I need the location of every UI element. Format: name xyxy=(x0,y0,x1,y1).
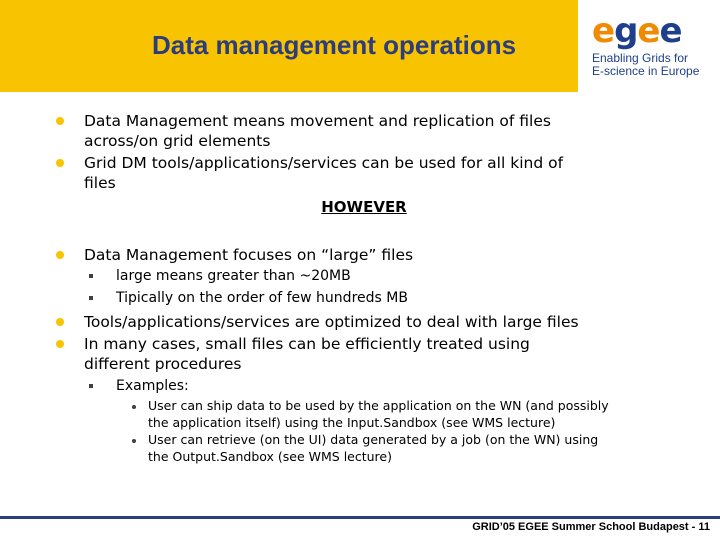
sub-bullet-text: large means greater than ~20MB xyxy=(116,268,351,284)
sub-bullet-marker xyxy=(89,274,93,278)
sub-sub-bullet-marker xyxy=(132,439,136,443)
bullet-marker xyxy=(56,340,64,348)
footer-divider xyxy=(0,516,720,519)
bullet-text: In many cases, small files can be efficiently treated using xyxy=(84,335,530,353)
sub-bullet-marker xyxy=(89,384,93,388)
bullet-item xyxy=(84,334,530,374)
egee-logo-word: egee xyxy=(592,11,682,51)
bullet-item xyxy=(84,153,563,193)
bullet-text: files xyxy=(84,174,116,192)
bullet-text: Grid DM tools/applications/services can be used for all kind of xyxy=(84,154,564,172)
bullet-text: Data Management means movement and replication of files xyxy=(84,112,551,130)
example-item xyxy=(148,397,609,431)
example-text: User can ship data to be used by the application on the WN (and possibly xyxy=(148,398,609,413)
bullet-marker xyxy=(56,251,64,259)
bullet-item xyxy=(84,111,551,151)
bullet-marker xyxy=(56,318,64,326)
sub-bullet-text: Tipically on the order of few hundreds MB xyxy=(116,290,408,306)
example-item xyxy=(148,431,598,465)
bullet-text: Tools/applications/services are optimized to deal with large files xyxy=(84,313,579,331)
bullet-text: Data Management focuses on “large” files xyxy=(84,246,414,264)
logo-tagline-line-2: E-science in Europe xyxy=(592,64,700,78)
bullet-text: across/on grid elements xyxy=(84,132,271,150)
example-text: the application itself) using the Input.Sandbox (see WMS lecture) xyxy=(148,415,556,430)
sub-sub-bullet-marker xyxy=(132,405,136,409)
example-text: User can retrieve (on the UI) data generated by a job (on the WN) using xyxy=(148,432,599,447)
slide-footer: GRID’05 EGEE Summer School Budapest - 11 xyxy=(472,521,710,533)
bullet-marker xyxy=(56,159,64,167)
egee-logo-tagline xyxy=(592,52,699,78)
bullet-marker xyxy=(56,117,64,125)
bullet-text: different procedures xyxy=(84,355,242,373)
logo-tagline-line-1: Enabling Grids for xyxy=(592,51,689,65)
example-text: the Output.Sandbox (see WMS lecture) xyxy=(148,449,392,464)
sub-bullet-text: Examples: xyxy=(116,378,189,394)
slide-title: Data management operations xyxy=(151,30,517,60)
slide-header xyxy=(0,0,720,92)
however-heading: HOWEVER xyxy=(321,198,407,216)
sub-bullet-marker xyxy=(89,296,93,300)
